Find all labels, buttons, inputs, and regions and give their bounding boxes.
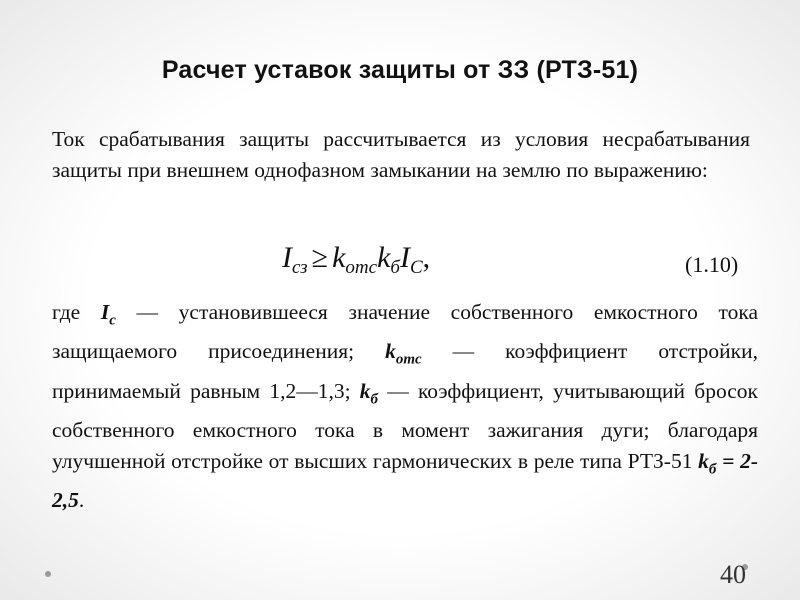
formula-lhs-sub: сз xyxy=(292,257,308,278)
var-kots xyxy=(385,339,422,368)
formula-k2-sub: б xyxy=(390,257,400,278)
var-ic-sub: c xyxy=(109,312,116,329)
explanation-text-2: — установившееся значение собственного емкостного тока защищаемого присоединения; xyxy=(52,300,758,364)
var-kb xyxy=(359,378,379,407)
var-kots-sub: отс xyxy=(395,351,422,368)
explanation-text-3: — коэффициент отстройки, принимаемый равным 1,2—1,3; xyxy=(52,339,758,403)
page-number: 40 xyxy=(720,560,746,589)
var-kb2-sub: б xyxy=(708,461,717,478)
var-kb2-symbol: k xyxy=(698,448,709,473)
formula-tail: , xyxy=(422,241,431,274)
formula-rhs-sub: C xyxy=(409,257,423,278)
kb-range: = 2-2,5 xyxy=(52,448,758,513)
intro-paragraph: Ток срабатывания защиты рассчитывается из условия несрабатывания защиты при внешнем однофазном замыкании на землю по выражению: xyxy=(52,127,750,182)
explanation-text-4: — коэффициент, учитывающий бросок собственного емкостного тока в момент зажигания дуги; благодаря улучшенной отстройке от высших гармонических в реле типа РТЗ-51 xyxy=(52,378,758,473)
var-ic-symbol: I xyxy=(100,300,110,324)
formula xyxy=(282,241,430,279)
var-ic xyxy=(100,300,116,329)
explanation-text-end: . xyxy=(78,488,85,513)
explanation-text-1: где xyxy=(52,300,101,324)
formula-k2: k xyxy=(377,241,391,274)
slide-title: Расчет уставок защиты от ЗЗ (РТЗ-51) xyxy=(161,56,639,84)
formula-lhs-var: I xyxy=(282,241,292,274)
var-kb-sub: б xyxy=(370,390,379,407)
formula-k1: k xyxy=(332,241,346,274)
equation-number: (1.10) xyxy=(685,252,739,277)
formula-relation: ≥ xyxy=(311,241,329,274)
explanation-paragraph xyxy=(52,297,758,516)
var-kb-symbol: k xyxy=(359,378,371,403)
formula-k1-sub: отс xyxy=(345,257,378,278)
decor-dot-left xyxy=(45,571,51,577)
var-kots-symbol: k xyxy=(385,339,396,364)
formula-rhs-var: I xyxy=(399,241,410,274)
